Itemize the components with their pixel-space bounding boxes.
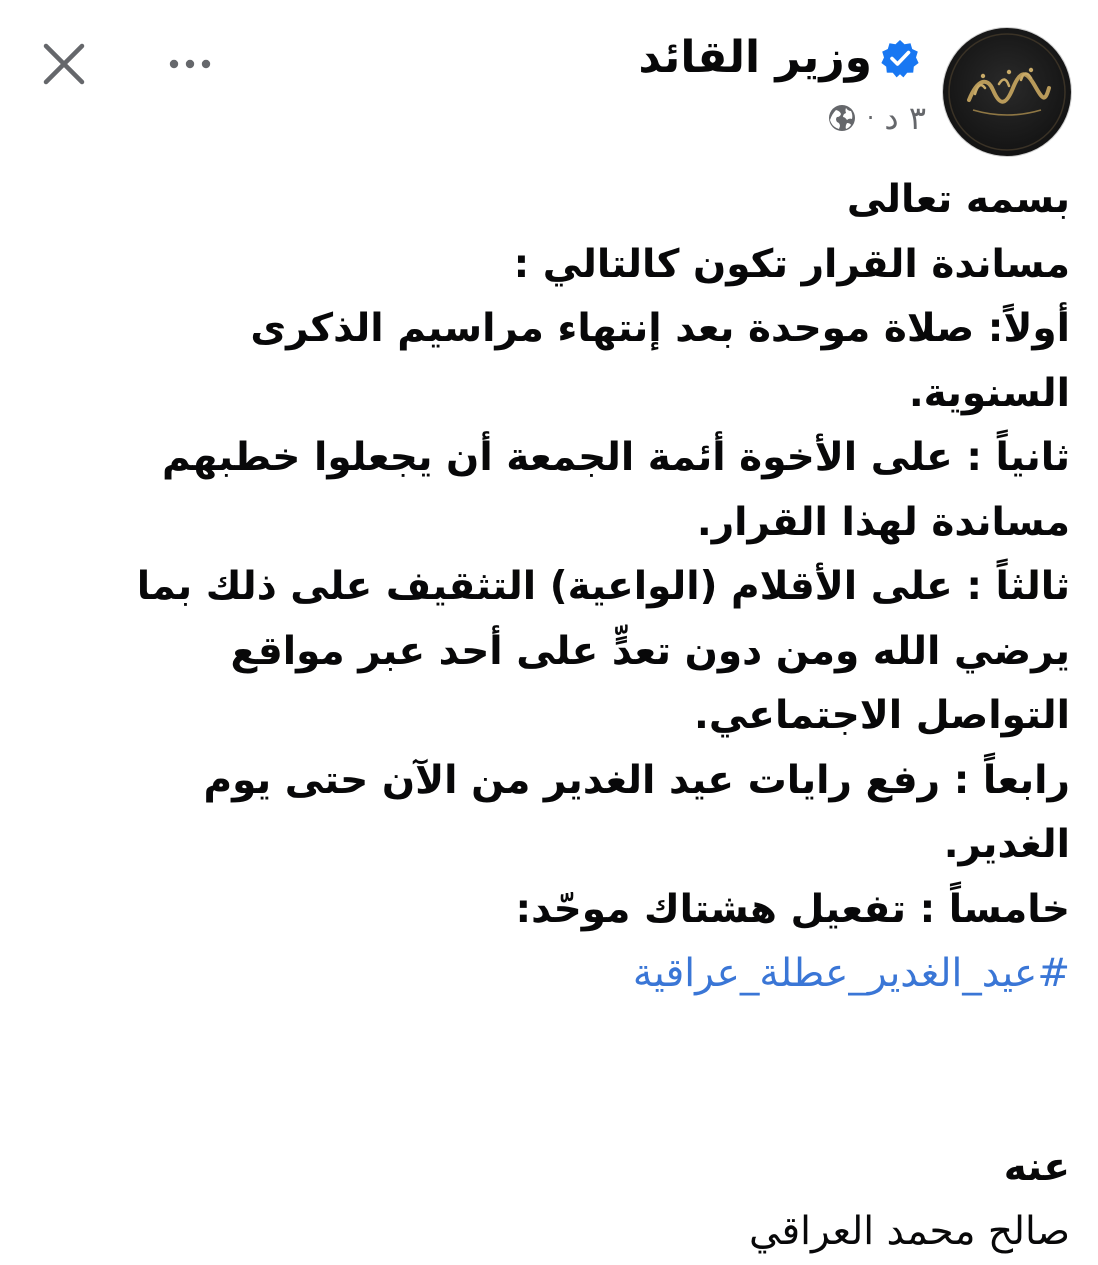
verified-badge-icon [880,38,920,78]
more-options-button[interactable] [166,44,214,84]
signature-name: صالح محمد العراقي [749,1209,1070,1254]
post-line: بسمه تعالى [846,177,1070,222]
post-line: يرضي الله ومن دون تعدٍّ على أحد عبر مواقع [230,628,1070,674]
post-line: خامساً : تفعيل هشتاك موحّد: [515,886,1070,932]
post-line: رابعاً : رفع رايات عيد الغدير من الآن حتى يوم [203,757,1070,803]
post-line: السنوية. [908,370,1070,416]
post-line: ثالثاً : على الأقلام (الواعية) التثقيف على ذلك بما [136,564,1070,609]
post-line: التواصل الاجتماعي. [694,693,1070,738]
paragraph-gap [40,1007,1070,1136]
close-icon [40,40,88,88]
post-text [40,168,1070,1265]
signature-line: عنه [1003,1144,1070,1190]
post-timestamp[interactable]: ٣ د [884,99,926,137]
page-logo-icon [943,28,1071,156]
more-options-icon [166,44,214,84]
page-avatar[interactable] [943,28,1071,156]
post-line: أولاً: صلاة موحدة بعد إنتهاء مراسيم الذكرى [250,306,1070,351]
globe-icon[interactable] [827,103,857,133]
post-header [0,0,1098,160]
meta-separator: · [866,104,875,132]
post-line: الغدير. [943,822,1070,867]
page-name-row [638,26,920,90]
close-button[interactable] [40,40,88,88]
post-line: مساندة لهذا القرار. [696,499,1070,545]
post-line: مساندة القرار تكون كالتالي : [513,241,1070,287]
hashtag-link[interactable]: #عيد_الغدير_عطلة_عراقية [632,951,1070,996]
post-meta [827,96,926,140]
post-line: ثانياً : على الأخوة أئمة الجمعة أن يجعلوا خطبهم [162,435,1070,480]
page-name[interactable]: وزير القائد [638,32,872,83]
